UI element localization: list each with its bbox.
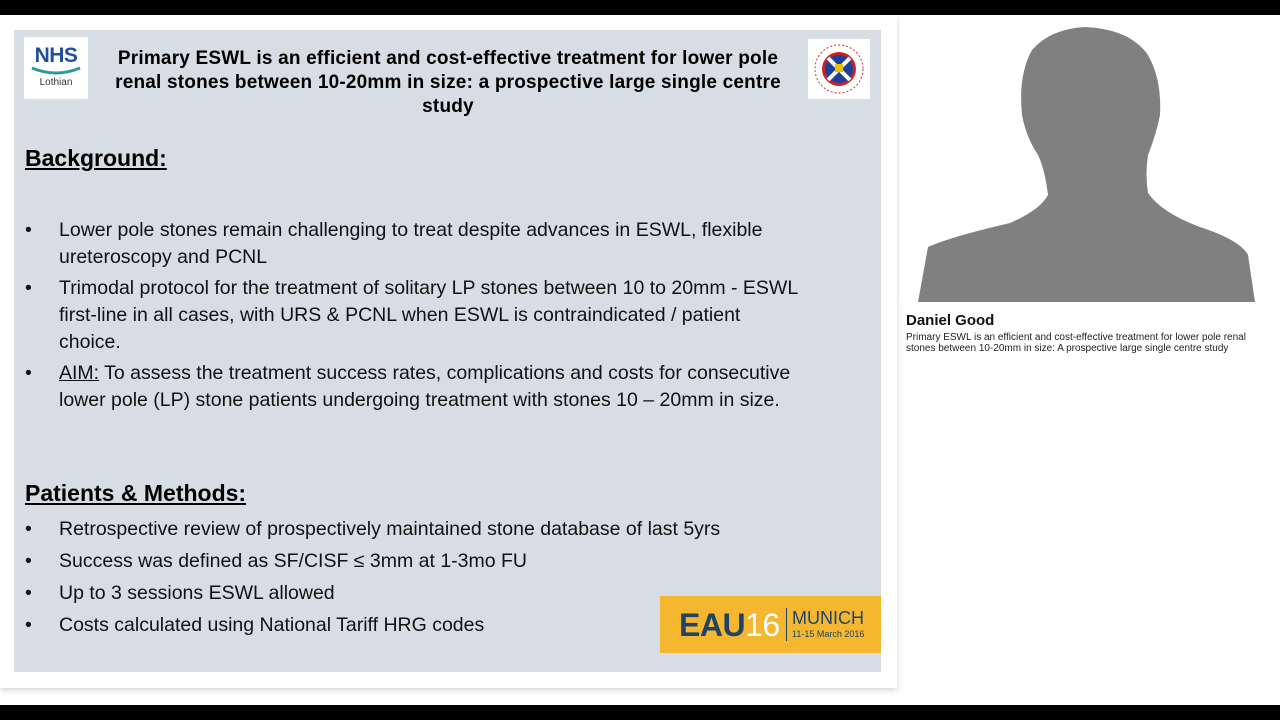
eau16-banner bbox=[660, 596, 881, 653]
list-item: • Up to 3 sessions ESWL allowed bbox=[25, 580, 825, 607]
background-heading: Background: bbox=[25, 145, 167, 171]
speaker-description: Primary ESWL is an efficient and cost-effective treatment for lower pole renal stones between 10-20mm in size: A prospective large single centre study bbox=[906, 332, 1246, 354]
list-item: • Success was defined as SF/CISF ≤ 3mm at 1-3mo FU bbox=[25, 548, 825, 575]
nhs-logo-text: NHS bbox=[34, 44, 78, 67]
eau-logo-text: EAU16 bbox=[679, 607, 780, 643]
nhs-lothian-logo bbox=[24, 37, 88, 99]
speaker-avatar bbox=[900, 15, 1280, 302]
eau-city: MUNICH bbox=[792, 608, 864, 628]
speaker-info bbox=[906, 312, 1276, 354]
speaker-name: Daniel Good bbox=[906, 312, 995, 329]
list-item: • Lower pole stones remain challenging to treat despite advances in ESWL, flexible ureteroscopy and PCNL bbox=[25, 217, 825, 271]
list-item bbox=[25, 360, 799, 414]
aim-text: To assess the treatment success rates, complications and costs for consecutive lower pole (LP) stone patients undergoing treatment with stones 10 – 20mm in size. bbox=[59, 362, 791, 411]
list-item: • Trimodal protocol for the treatment of solitary LP stones between 10 to 20mm - ESWL first-line in all cases, with URS & PCNL when ESWL is contraindicated / patient choice. bbox=[25, 275, 799, 356]
slide-title: Primary ESWL is an efficient and cost-effective treatment for lower pole renal stones between 10-20mm in size: a prospective large single centre study bbox=[115, 48, 781, 117]
player-stage bbox=[0, 15, 1280, 705]
methods-heading: Patients & Methods: bbox=[25, 480, 247, 506]
slide bbox=[14, 30, 881, 672]
person-silhouette-icon bbox=[900, 15, 1280, 302]
slide-viewer bbox=[0, 15, 897, 688]
eau-dates: 11-15 March 2016 bbox=[792, 629, 865, 639]
list-item: • Costs calculated using National Tariff HRG codes bbox=[25, 612, 825, 639]
aim-label: AIM: bbox=[59, 362, 100, 384]
divider bbox=[786, 608, 787, 641]
background-list bbox=[25, 217, 825, 414]
list-item: • Retrospective review of prospectively maintained stone database of last 5yrs bbox=[25, 516, 799, 543]
lothian-text: Lothian bbox=[39, 77, 73, 88]
edinburgh-crest-icon bbox=[808, 39, 870, 99]
university-crest-logo bbox=[808, 39, 870, 99]
